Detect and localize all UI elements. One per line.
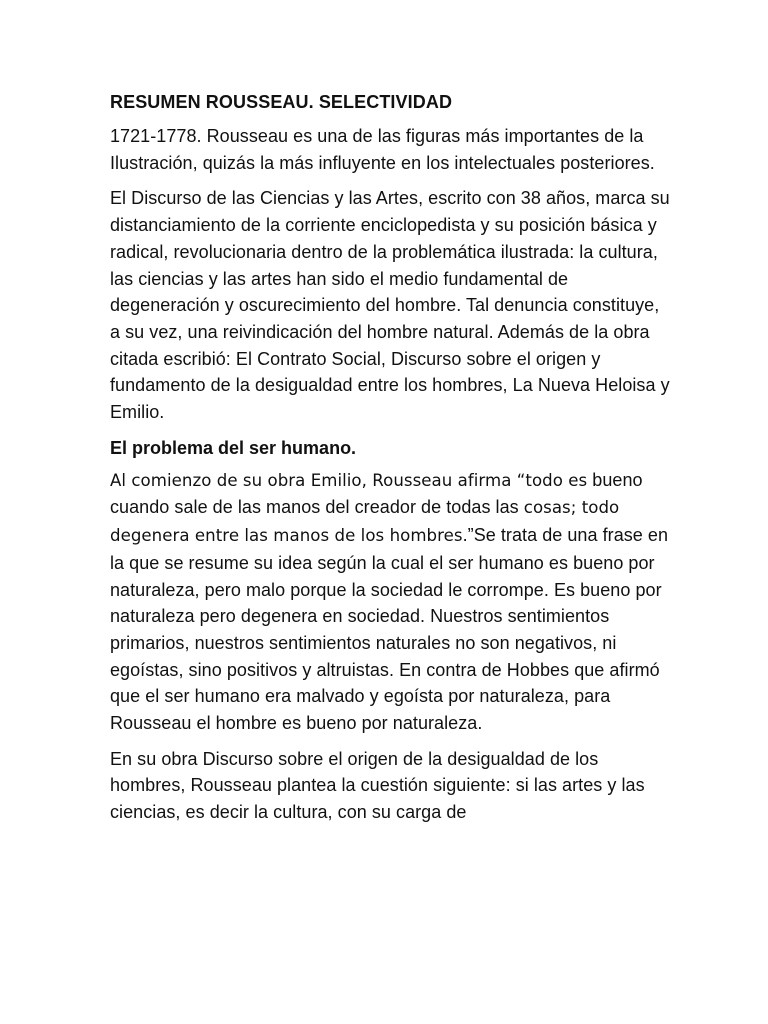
paragraph-desigualdad: En su obra Discurso sobre el origen de la desigualdad de los hombres, Rousseau plantea la cuestión siguiente: si las artes y las ciencias, es decir la cultura, con su carga de <box>110 748 645 823</box>
paragraph-discurso: El Discurso de las Ciencias y las Artes, escrito con 38 años, marca su distanciamiento de la corriente enciclopedista y su posición básica y radical, revolucionaria dentro de la problemática ilustrada: la cultura, las ciencias y las artes han sido el medio fundamental de degeneración y oscurecimiento del hombre. Tal denuncia constituye, a su vez, una reivindicación del hombre natural. Además de la obra citada escribió: El Contrato Social, Discurso sobre el origen y fundamento de la desigualdad entre los hombres, La Nueva Heloisa y Emilio. <box>110 188 670 423</box>
quote-middle-text: bueno cuando sale de las manos del creador de todas las <box>110 469 643 518</box>
document-title: RESUMEN ROUSSEAU. SELECTIVIDAD <box>110 92 453 112</box>
paragraph-emilio-rest: .”Se trata de una frase en la que se resume su idea según la cual el ser humano es bueno por naturaleza, pero malo porque la sociedad le corrompe. Es bueno por naturaleza pero degenera en sociedad. Nuestros sentimientos primarios, nuestros sentimientos naturales no son negativos, ni egoístas, sino positivos y altruistas. En contra de Hobbes que afirmó que el ser humano era malvado y egoísta por naturaleza, para Rousseau el hombre es bueno por naturaleza. <box>110 525 669 734</box>
quote-intro-text: Al comienzo de su obra Emilio, Rousseau afirma “todo es <box>110 470 588 490</box>
paragraph-emilio <box>110 467 670 737</box>
paragraph-intro: 1721-1778. Rousseau es una de las figuras más importantes de la Ilustración, quizás la más influyente en los intelectuales posteriores. <box>110 126 655 173</box>
quote-end-text: cosas; todo degenera entre las manos de los hombres <box>110 498 620 546</box>
section-heading-ser-humano: El problema del ser humano. <box>110 437 357 458</box>
document-page <box>110 89 670 826</box>
